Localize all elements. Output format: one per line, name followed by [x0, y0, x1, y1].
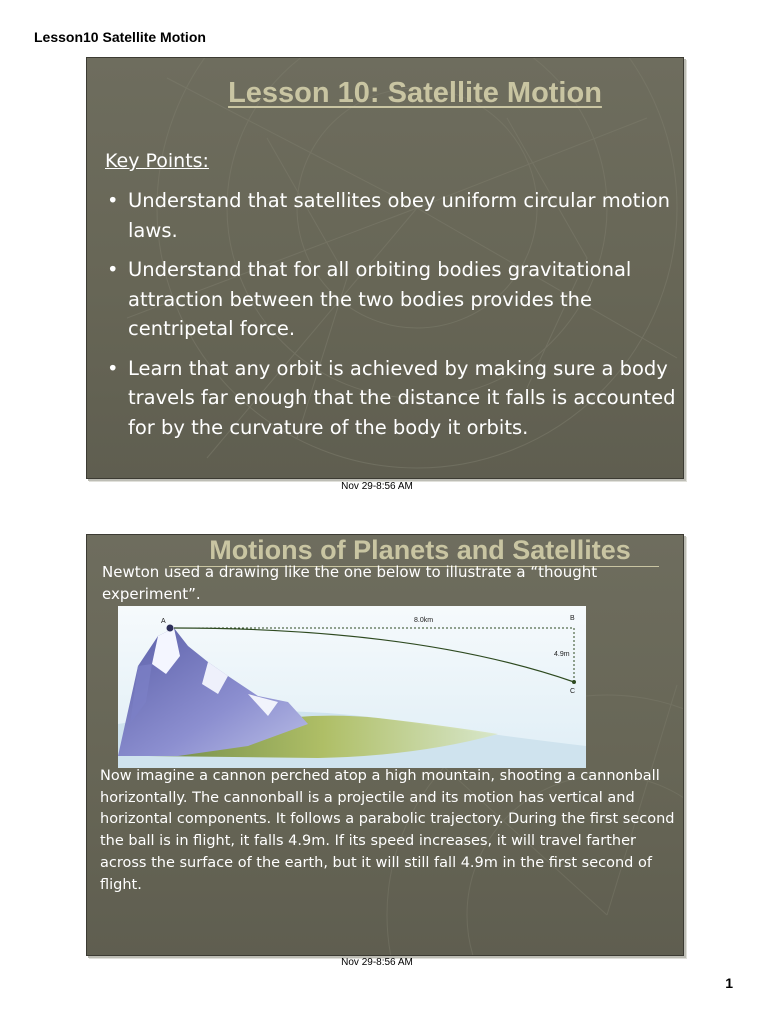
- list-item: [107, 186, 677, 245]
- slide-1-title: Lesson 10: Satellite Motion: [228, 77, 602, 109]
- page-number: 1: [725, 975, 733, 991]
- list-item: [107, 255, 677, 344]
- bullet-icon: •: [107, 189, 119, 212]
- label-distance: 8.0km: [414, 617, 434, 624]
- key-points-list: [107, 186, 677, 452]
- label-drop: 4.9m: [554, 651, 570, 658]
- bullet-text: Understand that for all orbiting bodies gravitational attraction between the two bodies provides the centripetal force.: [128, 258, 632, 340]
- bullet-icon: •: [107, 258, 119, 281]
- slide-1: [86, 57, 684, 479]
- label-c: C: [570, 688, 576, 695]
- document-header-title: Lesson10 Satellite Motion: [34, 29, 206, 45]
- slide-2: [86, 534, 684, 956]
- bullet-icon: •: [107, 356, 119, 380]
- slide-2-timestamp: Nov 29-8:56 AM: [341, 957, 413, 968]
- slide-2-title: Motions of Planets and Satellites: [209, 535, 631, 565]
- list-item: [107, 354, 677, 443]
- label-a: A: [161, 618, 166, 625]
- slide-2-intro: Newton used a drawing like the one below to illustrate a “thought experiment”.: [102, 563, 598, 603]
- slide-1-timestamp: Nov 29-8:56 AM: [341, 481, 413, 492]
- slide-2-body: Now imagine a cannon perched atop a high mountain, shooting a cannonball horizontally. The cannonball is a projectile and its motion has vertical and horizontal components. It follows a parabolic trajectory. During the first second the ball is in flight, it falls 4.9m. If its speed increases, it will travel farther across the surface of the earth, but it will still fall 4.9m in the first second of flight.: [100, 768, 675, 893]
- bullet-text: Understand that satellites obey uniform circular motion laws.: [128, 189, 671, 242]
- bullet-text: Learn that any orbit is achieved by making sure a body travels far enough that the distance it falls is accounted for by the curvature of the body it orbits.: [128, 356, 676, 439]
- label-b: B: [570, 615, 575, 622]
- newton-cannon-illustration: [118, 606, 586, 768]
- key-points-heading: Key Points:: [105, 150, 209, 172]
